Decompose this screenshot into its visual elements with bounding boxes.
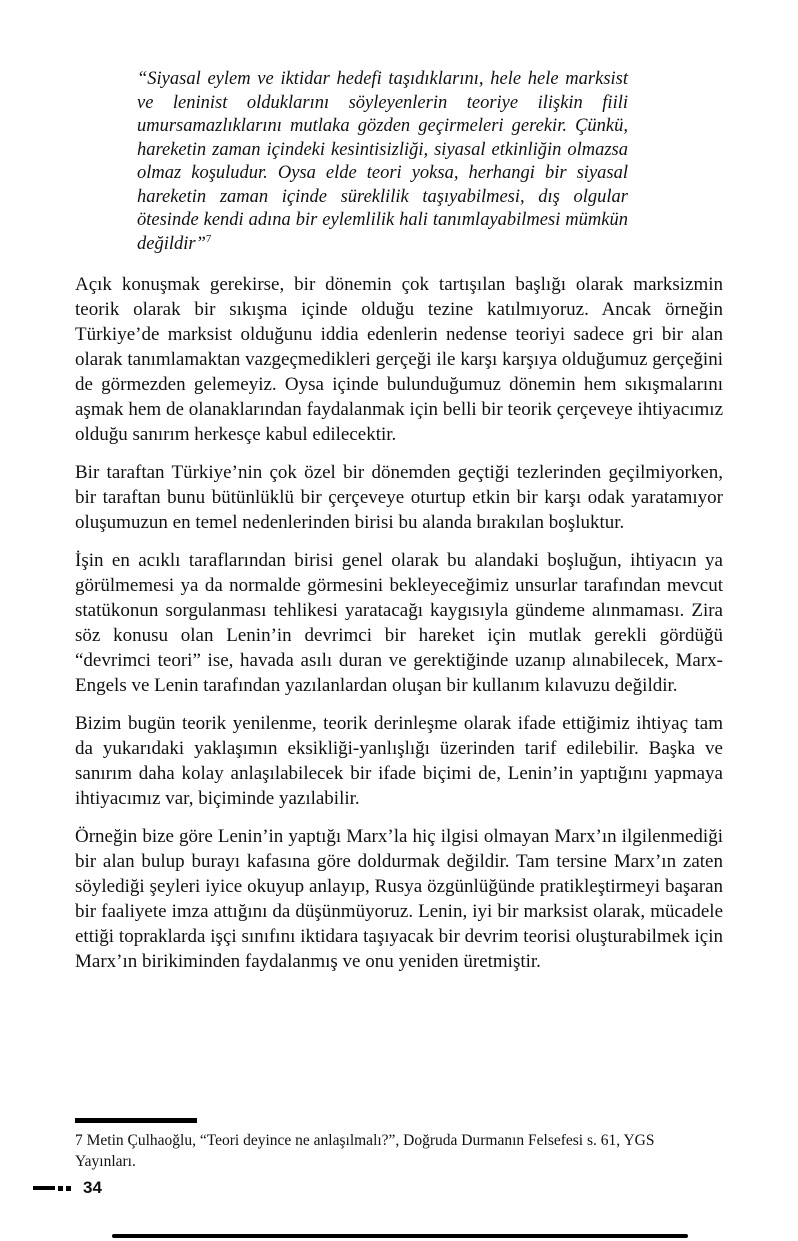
marker-square [58, 1186, 63, 1191]
paragraph: Örneğin bize göre Lenin’in yaptığı Marx’la hiç ilgisi olmayan Marx’ın ilgilenmediği bir alan bulup burayı kafasına göre doldurmak değildir. Tam tersine Marx’ın zaten söylediği şeyleri iyice okuyup anlayıp, Rusya özgünlüğünde pratikleştirmeyi başaran bir faaliyete imza attığını da düşünmüyoruz. Lenin, iyi bir marksist olarak, mücadele ettiği topraklarda işçi sınıfını iktidara taşıyacak bir devrim teorisi oluşturabilmek için Marx’ın birikiminden faydalanmış ve onu yeniden üretmiştir. [75, 826, 723, 972]
page-number: 34 [83, 1178, 102, 1197]
paragraph: Açık konuşmak gerekirse, bir dönemin çok tartışılan başlığı olarak marksizmin teorik olarak bir sıkışma içinde olduğu tezine katılmıyoruz. Ancak örneğin Türkiye’de marksist olduğunu iddia edenlerin nedense teoriyi sadece gri bir alan olarak tanımlamaktan vazgeçmedikleri gerçeği ile karşı karşıya olduğumuz gerçeğini de görmezden gelemeyiz. Oysa içinde bulunduğumuz dönemin hem sıkışmalarını aşmak hem de olanaklarından faydalanmak için belli bir teorik çerçeveye ihtiyacımız olduğu sanırım herkesçe kabul edilecektir. [75, 274, 723, 445]
footnote-text: 7 Metin Çulhaoğlu, “Teori deyince ne anlaşılmalı?”, Doğruda Durmanın Felsefesi s. 61, YGS Yayınları. [75, 1132, 655, 1170]
page-bottom-edge-line [112, 1234, 688, 1238]
paragraph: Bizim bugün teorik yenilenme, teorik derinleşme olarak ifade ettiğimiz ihtiyaç tam da yukarıdaki yaklaşımın eksikliği-yanlışlığı üzerinden tarif edilebilir. Başka ve sanırım daha kolay anlaşılabilecek bir ifade biçimi de, Lenin’in yaptığını yapmaya ihtiyacımız var, biçiminde yazılabilir. [75, 713, 723, 809]
marker-bar [33, 1186, 55, 1190]
page-footer [33, 1178, 102, 1198]
footnote-ref-mark: 7 [205, 232, 212, 245]
page-marker-icon [33, 1186, 74, 1191]
paragraph: İşin en acıklı taraflarından birisi genel olarak bu alandaki boşluğun, ihtiyacın ya görülmemesi ya da normalde görmesini bekleyeceğimiz unsurlar tarafından mevcut statükonun sorgulanması tehlikesi yaratacağı kaygısıyla gündeme alınmaması. Zira söz konusu olan Lenin’in devrimci bir hareket için mutlak gerekli gördüğü “devrimci teori” ise, havada asılı duran ve gerektiğinde uzanıp alınabilecek, Marx-Engels ve Lenin tarafından yazılanlardan oluşan bir kullanım kılavuzu değildir. [75, 550, 723, 696]
block-quote [137, 68, 628, 256]
footnote-separator [75, 1118, 197, 1123]
paragraph: Bir taraftan Türkiye’nin çok özel bir dönemden geçtiği tezlerinden geçilmiyorken, bir taraftan bunu bütünlüklü bir çerçeveye oturtup etkin bir karşı odak yaratamıyor oluşumuzun en temel nedenlerinden birisi bu alanda bırakılan boşluktur. [75, 462, 723, 533]
marker-square [66, 1186, 71, 1191]
quote-text: “Siyasal eylem ve iktidar hedefi taşıdıklarını, hele hele marksist ve leninist olduklarını söyleyenlerin teoriye ilişkin fiili umursamazlıklarını mutlaka gözden geçirmeleri gerekir. Çünkü, hareketin zaman içindeki kesintisizliği, siyasal etkinliğin olmazsa olmaz koşuludur. Oysa elde teori yoksa, herhangi bir siyasal hareketin zaman içinde süreklilik taşıyabilmesi, dış olgular ötesinde kendi adına bir eylemlilik hali tanımlayabilmesi mümkün değildir” [137, 69, 628, 254]
